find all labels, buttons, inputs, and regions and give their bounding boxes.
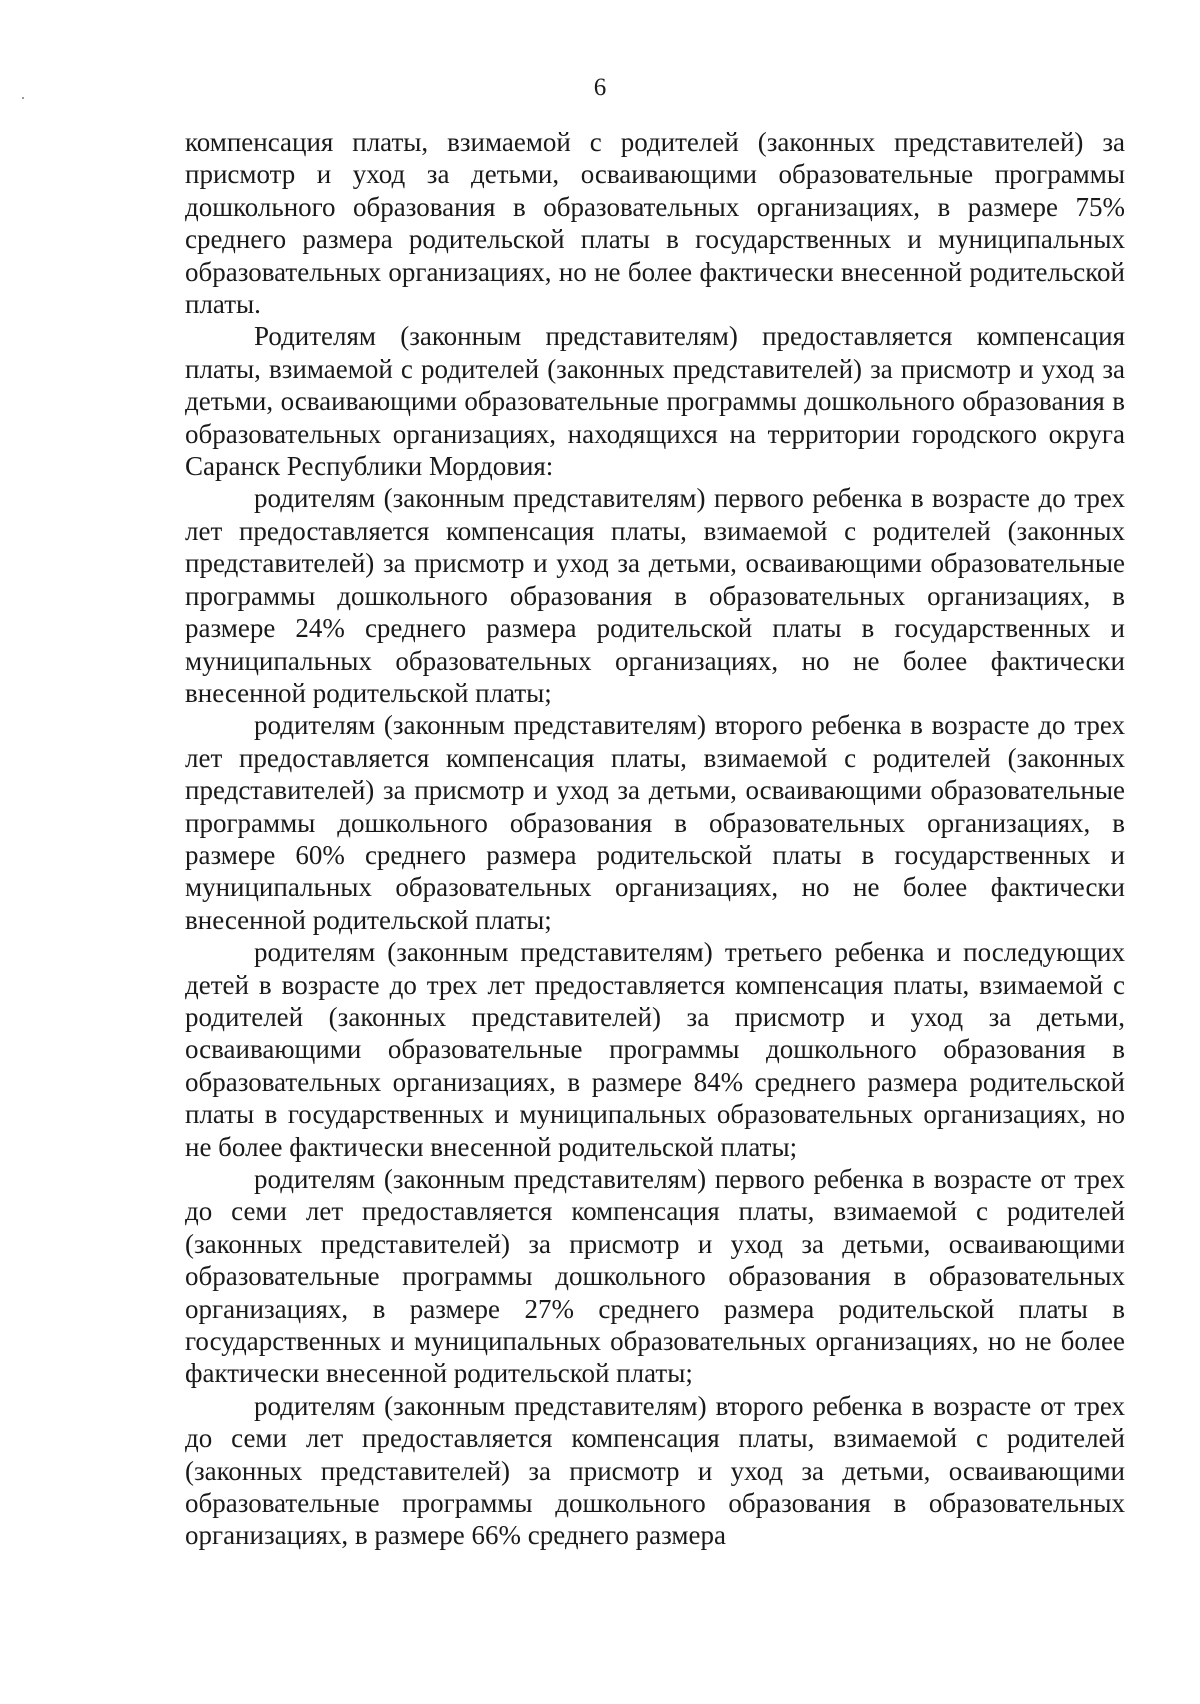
paragraph-continuation: компенсация платы, взимаемой с родителей (законных представителей) за присмотр и уход за детьми, осваивающими образовательные программы дошкольного образования в образовательных организациях, в размере 75% среднего размера родительской платы в государственных и муниципальных образовательных организациях, но не более фактически внесенной родительской платы. (185, 127, 1125, 320)
paragraph-third-child-under-3: родителям (законным представителям) третьего ребенка и последующих детей в возрасте до трех лет предоставляется компенсация платы, взимаемой с родителей (законных представителей) за присмотр и уход за детьми, осваивающими образовательные программы дошкольного образования в образовательных организациях, в размере 84% среднего размера родительской платы в государственных и муниципальных образовательных организациях, но не более фактически внесенной родительской платы; (185, 937, 1125, 1162)
paragraph-second-child-under-3: родителям (законным представителям) второго ребенка в возрасте до трех лет предоставляется компенсация платы, взимаемой с родителей (законных представителей) за присмотр и уход за детьми, осваивающими образовательные программы дошкольного образования в образовательных организациях, в размере 60% среднего размера родительской платы в государственных и муниципальных образовательных организациях, но не более фактически внесенной родительской платы; (185, 710, 1125, 935)
page-number: 6 (593, 74, 607, 101)
paragraph-intro: Родителям (законным представителям) предоставляется компенсация платы, взимаемой с родителей (законных представителей) за присмотр и уход за детьми, осваивающими образовательные программы дошкольного образования в образовательных организациях, находящихся на территории городского округа Саранск Республики Мордовия: (185, 321, 1125, 482)
paragraph-second-child-3-to-7: родителям (законным представителям) второго ребенка в возрасте от трех до семи лет предоставляется компенсация платы, взимаемой с родителей (законных представителей) за присмотр и уход за детьми, осваивающими образовательные программы дошкольного образования в образовательных организациях, в размере 66% среднего размера (185, 1390, 1125, 1551)
document-body (185, 126, 1125, 1552)
paragraph-first-child-under-3: родителям (законным представителям) первого ребенка в возрасте до трех лет предоставляется компенсация платы, взимаемой с родителей (законных представителей) за присмотр и уход за детьми, осваивающими образовательные программы дошкольного образования в образовательных организациях, в размере 24% среднего размера родительской платы в государственных и муниципальных образовательных организациях, но не более фактически внесенной родительской платы; (185, 483, 1125, 708)
paragraph-first-child-3-to-7: родителям (законным представителям) первого ребенка в возрасте от трех до семи лет предоставляется компенсация платы, взимаемой с родителей (законных представителей) за присмотр и уход за детьми, осваивающими образовательные программы дошкольного образования в образовательных организациях, в размере 27% среднего размера родительской платы в государственных и муниципальных образовательных организациях, но не более фактически внесенной родительской платы; (185, 1164, 1125, 1389)
